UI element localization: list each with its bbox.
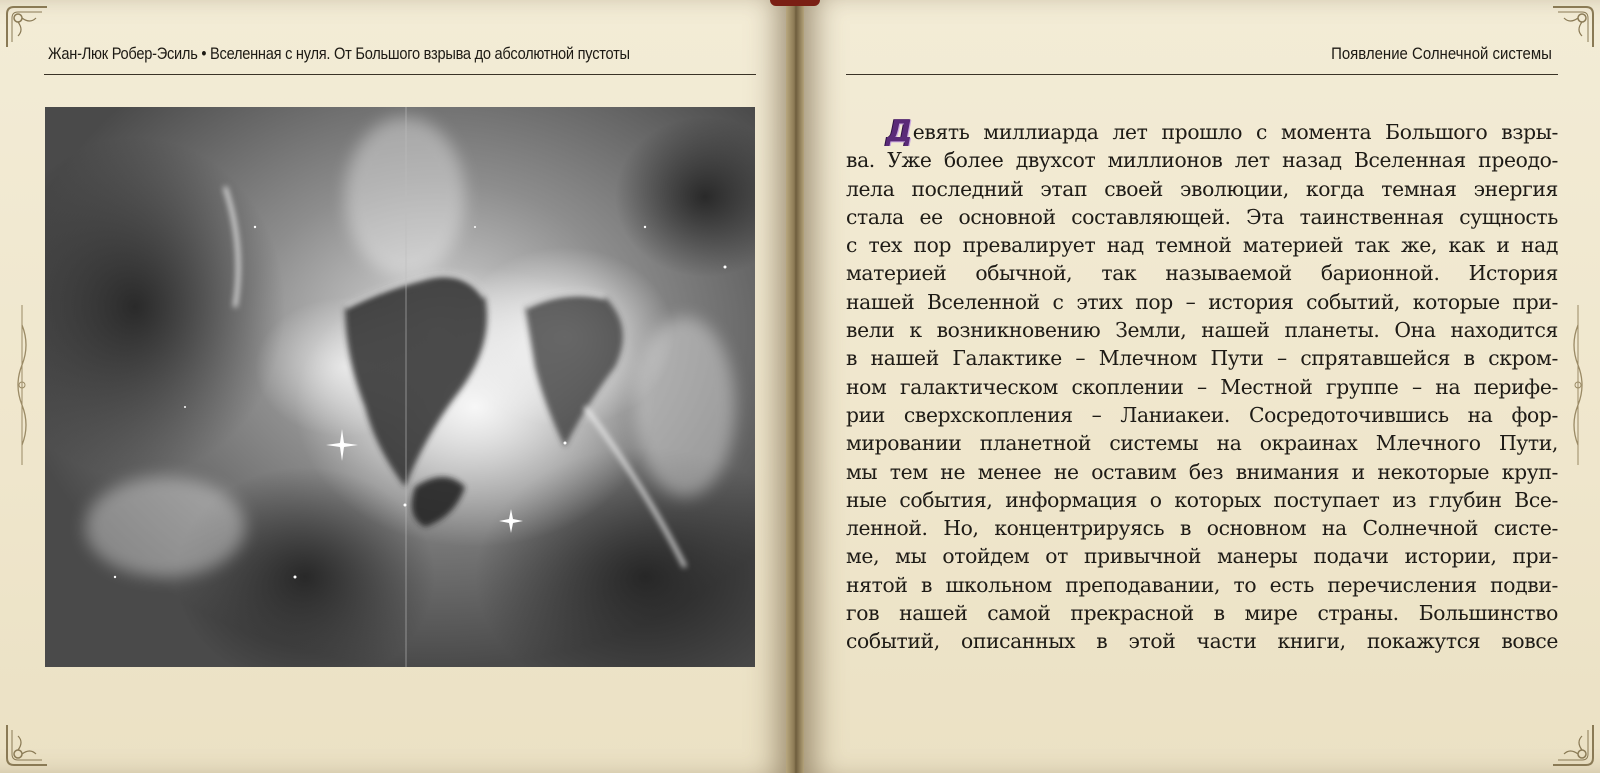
- text-line: гов нашей самой прекрасной в мире страны. Большинство: [846, 601, 1558, 626]
- text-line: с тех пор превалирует над темной материей так же, как и над: [846, 233, 1558, 258]
- text-line: нятой в школьном преподавании, то есть перечисления подви-: [846, 572, 1558, 597]
- text-line: мы тем не менее не оставим без внимания и некоторые круп-: [846, 459, 1558, 484]
- corner-ornament-icon: [4, 4, 50, 50]
- header-rule-left: [44, 74, 756, 75]
- running-head-right-container: [1180, 44, 1552, 64]
- text-line: мировании планетной системы на окраинах Млечного Пути,: [846, 431, 1558, 456]
- nebula-photo: [45, 107, 755, 667]
- side-ornament-icon: [1570, 305, 1586, 465]
- text-line: ме, мы отойдем от привычной манеры подачи истории, при-: [846, 544, 1558, 569]
- corner-ornament-icon: [1550, 722, 1596, 768]
- text-line: ва. Уже более двухсот миллионов лет назад Вселенная преодо-: [846, 148, 1558, 173]
- side-ornament-icon: [14, 305, 30, 465]
- corner-ornament-icon: [1550, 4, 1596, 50]
- text-line: ленной. Но, концентрируясь в основном на Солнечной систе-: [846, 516, 1558, 541]
- text-line: событий, описанных в этой части книги, покажутся вовсе: [846, 629, 1558, 654]
- text-line: ном галактическом скоплении – Местной группе – на перифе-: [846, 374, 1558, 399]
- text-line: стала ее основной составляющей. Эта таинственная сущность: [846, 204, 1558, 229]
- running-head-right: Появление Солнечной системы: [1331, 44, 1552, 63]
- text-line: ные события, информация о которых поступает из глубин Все-: [846, 487, 1558, 512]
- text-line: в нашей Галактике – Млечном Пути – спрятавшейся в скром-: [846, 346, 1558, 371]
- text-line: Девять миллиарда лет прошло с момента Большого взры-: [846, 118, 1558, 146]
- text-line: рии сверхскопления – Ланиакеи. Сосредоточившись на фор-: [846, 402, 1558, 427]
- corner-ornament-icon: [4, 722, 50, 768]
- body-text: [846, 118, 1558, 656]
- drop-cap: Д: [886, 118, 913, 147]
- running-head-left: Жан-Люк Робер-Эсиль • Вселенная с нуля. От Большого взрыва до абсолютной пустоты: [48, 44, 630, 63]
- bookmark-ribbon: [770, 0, 820, 6]
- text-line: материей обычной, так называемой барионной. История: [846, 261, 1558, 286]
- book-spine: [786, 0, 804, 773]
- text-line: вели к возникновению Земли, нашей планеты. Она находится: [846, 318, 1558, 343]
- text-line: нашей Вселенной с этих пор – история событий, которые при-: [846, 289, 1558, 314]
- text-line: лела последний этап своей эволюции, когда темная энергия: [846, 176, 1558, 201]
- header-rule-right: [846, 74, 1558, 75]
